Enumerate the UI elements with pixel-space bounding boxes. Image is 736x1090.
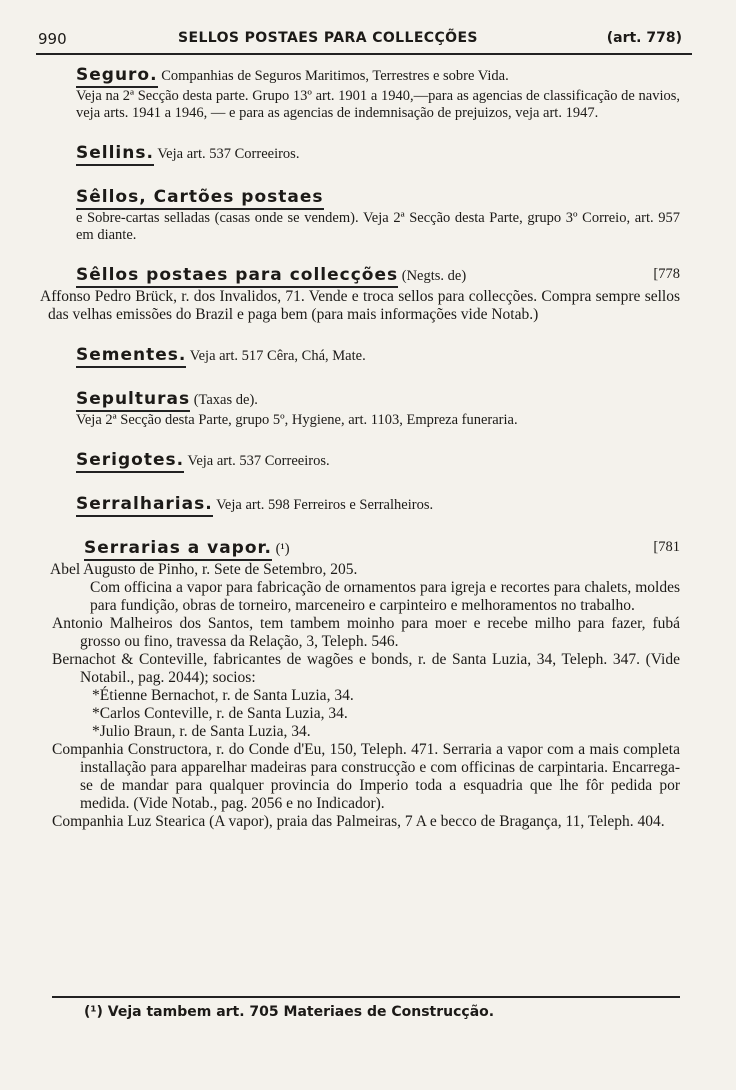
- page-header: [28, 28, 688, 52]
- listing-name: Abel Augusto de Pinho, r. Sete de Setembro, 205.: [50, 561, 358, 578]
- article-reference: (art. 778): [606, 30, 682, 46]
- entry-lead: Companhias de Seguros Maritimos, Terrestres e sobre Vida.: [161, 68, 509, 84]
- entry-sellins: [40, 144, 680, 166]
- listing-name: Bernachot & Conteville, fabricantes de wagões e bonds, r. de Santa Luzia, 34, Teleph. 347. (Vide Notabil., pag. 2044); socios:: [52, 651, 680, 686]
- entry-heading: Serrarias a vapor.: [84, 539, 272, 561]
- entry-sellos-cartoes: [40, 188, 680, 244]
- entry-text: Veja na 2ª Secção desta parte. Grupo 13º art. 1901 a 1940,—para as agencias de classificação de navios, veja arts. 1941 a 1946, — e para as agencias de indemnisação de prejuizos, veja art. 1947.: [76, 88, 680, 121]
- entry-heading: Seguro.: [76, 66, 158, 88]
- partner-line: *Carlos Conteville, r. de Santa Luzia, 34.: [92, 705, 348, 722]
- footnote-rule: [52, 996, 680, 998]
- listing-item: Affonso Pedro Brück, r. dos Invalidos, 71. Vende e troca sellos para collecções. Compra sempre sellos das velhas emissões do Brazil e paga bem (para mais informações vide Notab.): [40, 288, 680, 323]
- page-number: 990: [38, 30, 67, 48]
- entry-heading: Serralharias.: [76, 495, 213, 517]
- listing-item: Antonio Malheiros dos Santos, tem tambem moinho para moer e recebe milho para fazer, fubá grosso ou fino, travessa da Relação, 3, Teleph. 546.: [52, 615, 680, 650]
- article-number: [781: [653, 539, 680, 555]
- entry-sementes: [40, 346, 680, 368]
- entry-text: e Sobre-cartas selladas (casas onde se vendem). Veja 2ª Secção desta Parte, grupo 3º Correio, art. 957 em diante.: [76, 210, 680, 243]
- entry-serigotes: [40, 451, 680, 473]
- listing-item: Companhia Luz Stearica (A vapor), praia das Palmeiras, 7 A e becco de Bragança, 11, Teleph. 404.: [52, 813, 665, 830]
- entry-heading: Sepulturas: [76, 390, 190, 412]
- entry-text: Veja 2ª Secção desta Parte, grupo 5º, Hygiene, art. 1103, Empreza funeraria.: [76, 412, 518, 428]
- entry-sellos-colleccoes: [40, 266, 680, 324]
- entry-heading: Sêllos, Cartões postaes: [76, 188, 324, 210]
- listing-item: Companhia Constructora, r. do Conde d'Eu, 150, Teleph. 471. Serraria a vapor com a mais completa installação para apparelhar madeiras para construcção e com officinas de carpintaria. Encarrega-se de mandar para qualquer provincia do Imperio toda a esquadria que lhe fôr pedida por medida. (Vide Notab., pag. 2056 e no Indicador).: [52, 741, 680, 812]
- entry-text: Veja art. 537 Correeiros.: [187, 453, 330, 469]
- entry-text: Veja art. 598 Ferreiros e Serralheiros.: [216, 497, 434, 513]
- entry-text: Veja art. 517 Cêra, Chá, Mate.: [189, 348, 366, 364]
- entry-qualifier: (Negts. de): [401, 268, 467, 284]
- header-rule: [36, 53, 692, 55]
- entry-heading: Sêllos postaes para collecções: [76, 266, 398, 288]
- entry-seguro: [40, 66, 680, 122]
- footnote: (¹) Veja tambem art. 705 Materiaes de Construcção.: [84, 1004, 495, 1020]
- entry-sepulturas: [40, 390, 680, 429]
- partner-line: *Julio Braun, r. de Santa Luzia, 34.: [92, 723, 311, 740]
- running-title: SELLOS POSTAES PARA COLLECÇÕES: [178, 30, 478, 46]
- listing-item: [40, 561, 680, 615]
- entry-heading: Sellins.: [76, 144, 154, 166]
- entry-serrarias: [40, 539, 680, 831]
- partner-line: *Étienne Bernachot, r. de Santa Luzia, 34.: [92, 687, 354, 704]
- entry-heading: Sementes.: [76, 346, 186, 368]
- article-number: [778: [653, 266, 680, 282]
- entry-heading: Serigotes.: [76, 451, 184, 473]
- entry-text: Veja art. 537 Correeiros.: [157, 146, 300, 162]
- page-content: [40, 66, 680, 831]
- entry-qualifier: (Taxas de).: [193, 392, 258, 408]
- entry-serralharias: [40, 495, 680, 517]
- footnote-mark: (¹): [275, 541, 290, 557]
- listing-detail: Com officina a vapor para fabricação de ornamentos para igreja e recortes para chalets, moldes para fundição, obras de torneiro, marceneiro e carpinteiro e melhoramentos no trabalho.: [90, 579, 680, 614]
- listing-item: [40, 651, 680, 741]
